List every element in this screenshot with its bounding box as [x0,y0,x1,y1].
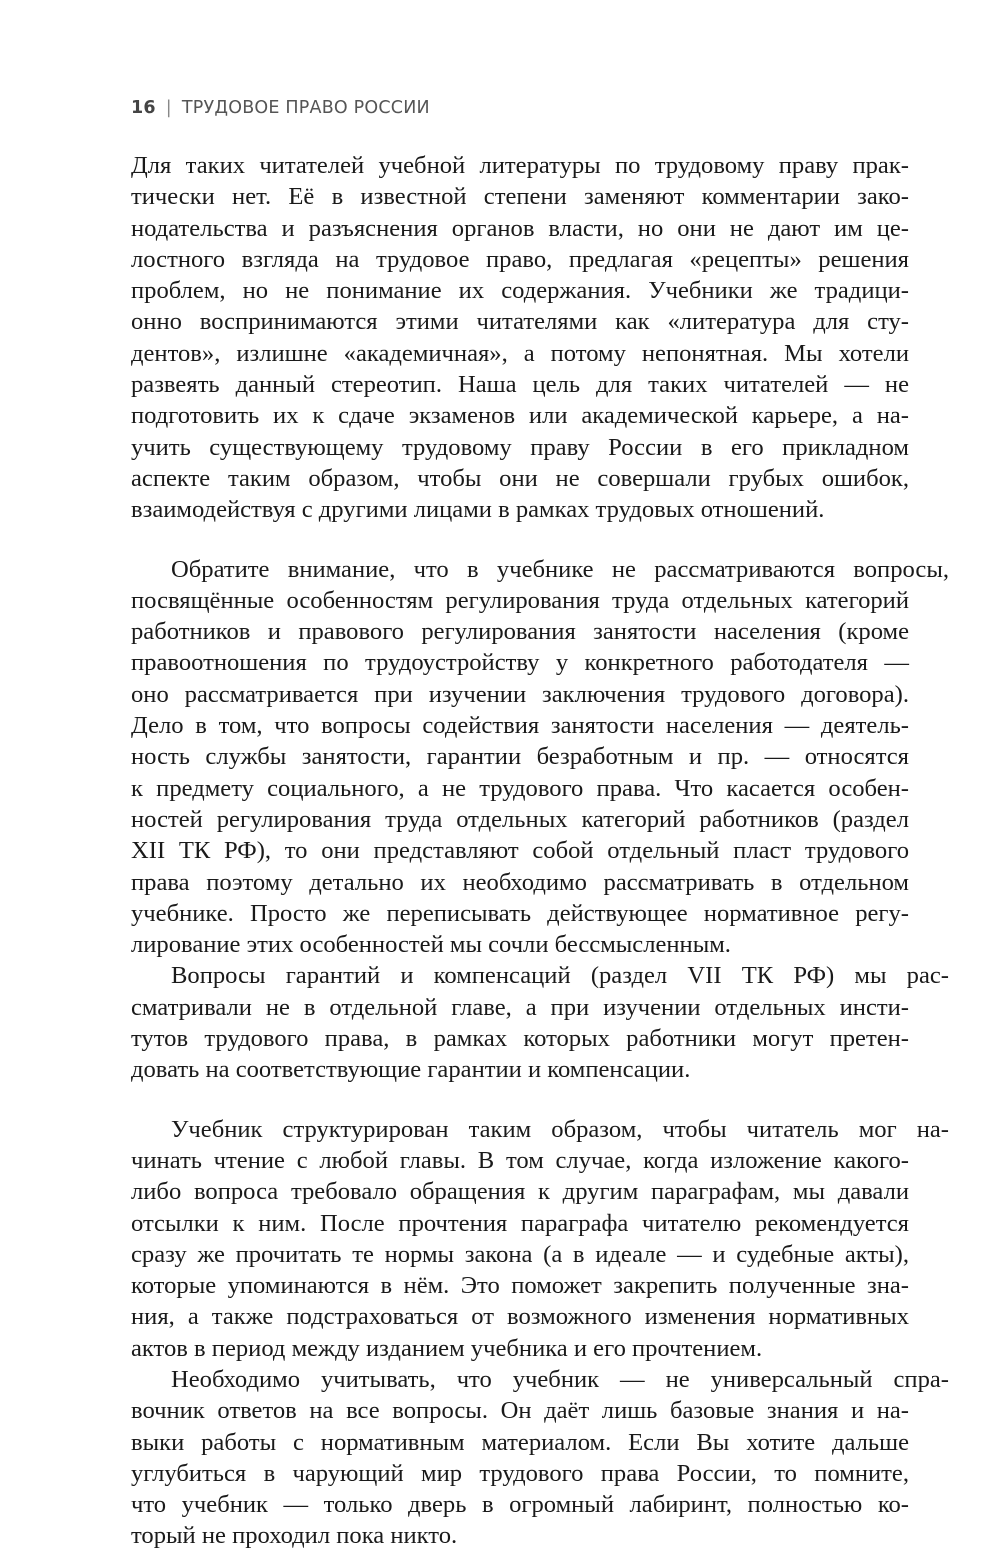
text-line: онно воспринимаются этими читателями как «литература для сту- [131,308,909,336]
text-line: выки работы с нормативным материалом. Если Вы хотите дальше [131,1428,909,1456]
text-line: лирование этих особенностей мы сочли бессмысленным. [131,931,731,959]
text-line: ностей регулирования труда отдельных категорий работников (раздел [131,805,909,833]
text-line: правоотношения по трудоустройству у конкретного работодателя — [131,649,909,677]
text-line: дентов», излишне «академичная», а потому непонятная. Мы хотели [131,339,909,367]
paragraph-structure [131,1114,949,1364]
text-line: лостного взгляда на трудовое право, предлагая «рецепты» решения [131,245,909,273]
text-line: актов в период между изданием учебника и его прочтением. [131,1334,763,1362]
paragraph-spacer [131,526,909,554]
text-line: к предмету социального, а не трудового права. Что касается особен- [131,774,909,802]
text-line: Дело в том, что вопросы содействия занятости населения — деятель- [131,712,909,740]
text-line: посвящённые особенностям регулирования труда отдельных категорий [131,586,909,614]
text-line: чинать чтение с любой главы. В том случае, когда изложение какого- [131,1146,909,1174]
text-line: Необходимо учитывать, что учебник — не универсальный спра- [171,1365,949,1393]
running-header [131,94,430,122]
text-line: взаимодействуя с другими лицами в рамках трудовых отношений. [131,496,825,524]
text-line: права поэтому детально их необходимо рассматривать в отдельном [131,868,909,896]
text-line: оно рассматривается при изучении заключения трудового договора). [131,680,909,708]
paragraph-closing [131,1364,949,1552]
paragraph-spacer [131,1086,909,1114]
book-title: ТРУДОВОЕ ПРАВО РОССИИ [181,98,430,118]
text-line: проблем, но не понимание их содержания. Учебники же традици- [131,277,909,305]
text-line: которые упоминаются в нём. Это поможет закрепить полученные зна- [131,1272,909,1300]
text-line: торый не проходил пока никто. [131,1522,458,1550]
paragraph-readers [131,150,909,526]
text-line: отсылки к ним. После прочтения параграфа читателю рекомендуется [131,1209,909,1237]
text-line: Вопросы гарантий и компенсаций (раздел VII ТК РФ) мы рас- [171,962,949,990]
text-line: довать на соответствующие гарантии и компенсации. [131,1056,691,1084]
text-line: углубиться в чарующий мир трудового права России, то помните, [131,1459,909,1487]
paragraph-guarantees [131,960,949,1085]
page-number: 16 [131,98,156,118]
text-line: Обратите внимание, что в учебнике не рассматриваются вопросы, [171,555,949,583]
text-line: либо вопроса требовало обращения к другим параграфам, мы давали [131,1178,909,1206]
text-line: подготовить их к сдаче экзаменов или академической карьере, а на- [131,402,909,430]
text-line: учебнике. Просто же переписывать действующее нормативное регу- [131,899,909,927]
text-line: ность службы занятости, гарантии безработным и пр. — относятся [131,743,909,771]
text-line: тически нет. Её в известной степени заменяют комментарии зако- [131,183,909,211]
text-line: работников и правового регулирования занятости населения (кроме [131,618,909,646]
text-line: сразу же прочитать те нормы закона (а в идеале — и судебные акты), [131,1240,909,1268]
text-line: Для таких читателей учебной литературы по трудовому праву прак- [131,152,909,179]
text-line: тутов трудового права, в рамках которых работники могут претен- [131,1025,909,1053]
paragraph-scope-note [131,554,949,961]
text-line: учить существующему трудовому праву России в его прикладном [131,433,909,461]
text-line: нодательства и разъяснения органов власти, но они не дают им це- [131,214,909,242]
text-line: сматривали не в отдельной главе, а при изучении отдельных инсти- [131,993,909,1021]
body-text [131,150,949,1552]
text-line: XII ТК РФ), то они представляют собой отдельный пласт трудового [131,837,909,865]
header-separator: | [165,98,172,118]
text-line: вочник ответов на все вопросы. Он даёт лишь базовые знания и на- [131,1397,909,1425]
text-line: что учебник — только дверь в огромный лабиринт, полностью ко- [131,1491,909,1519]
text-line: развеять данный стереотип. Наша цель для таких читателей — не [131,371,909,399]
text-line: аспекте таким образом, чтобы они не совершали грубых ошибок, [131,464,909,492]
text-line: ния, а также подстраховаться от возможного изменения нормативных [131,1303,909,1331]
text-line: Учебник структурирован таким образом, чтобы читатель мог на- [171,1115,949,1143]
